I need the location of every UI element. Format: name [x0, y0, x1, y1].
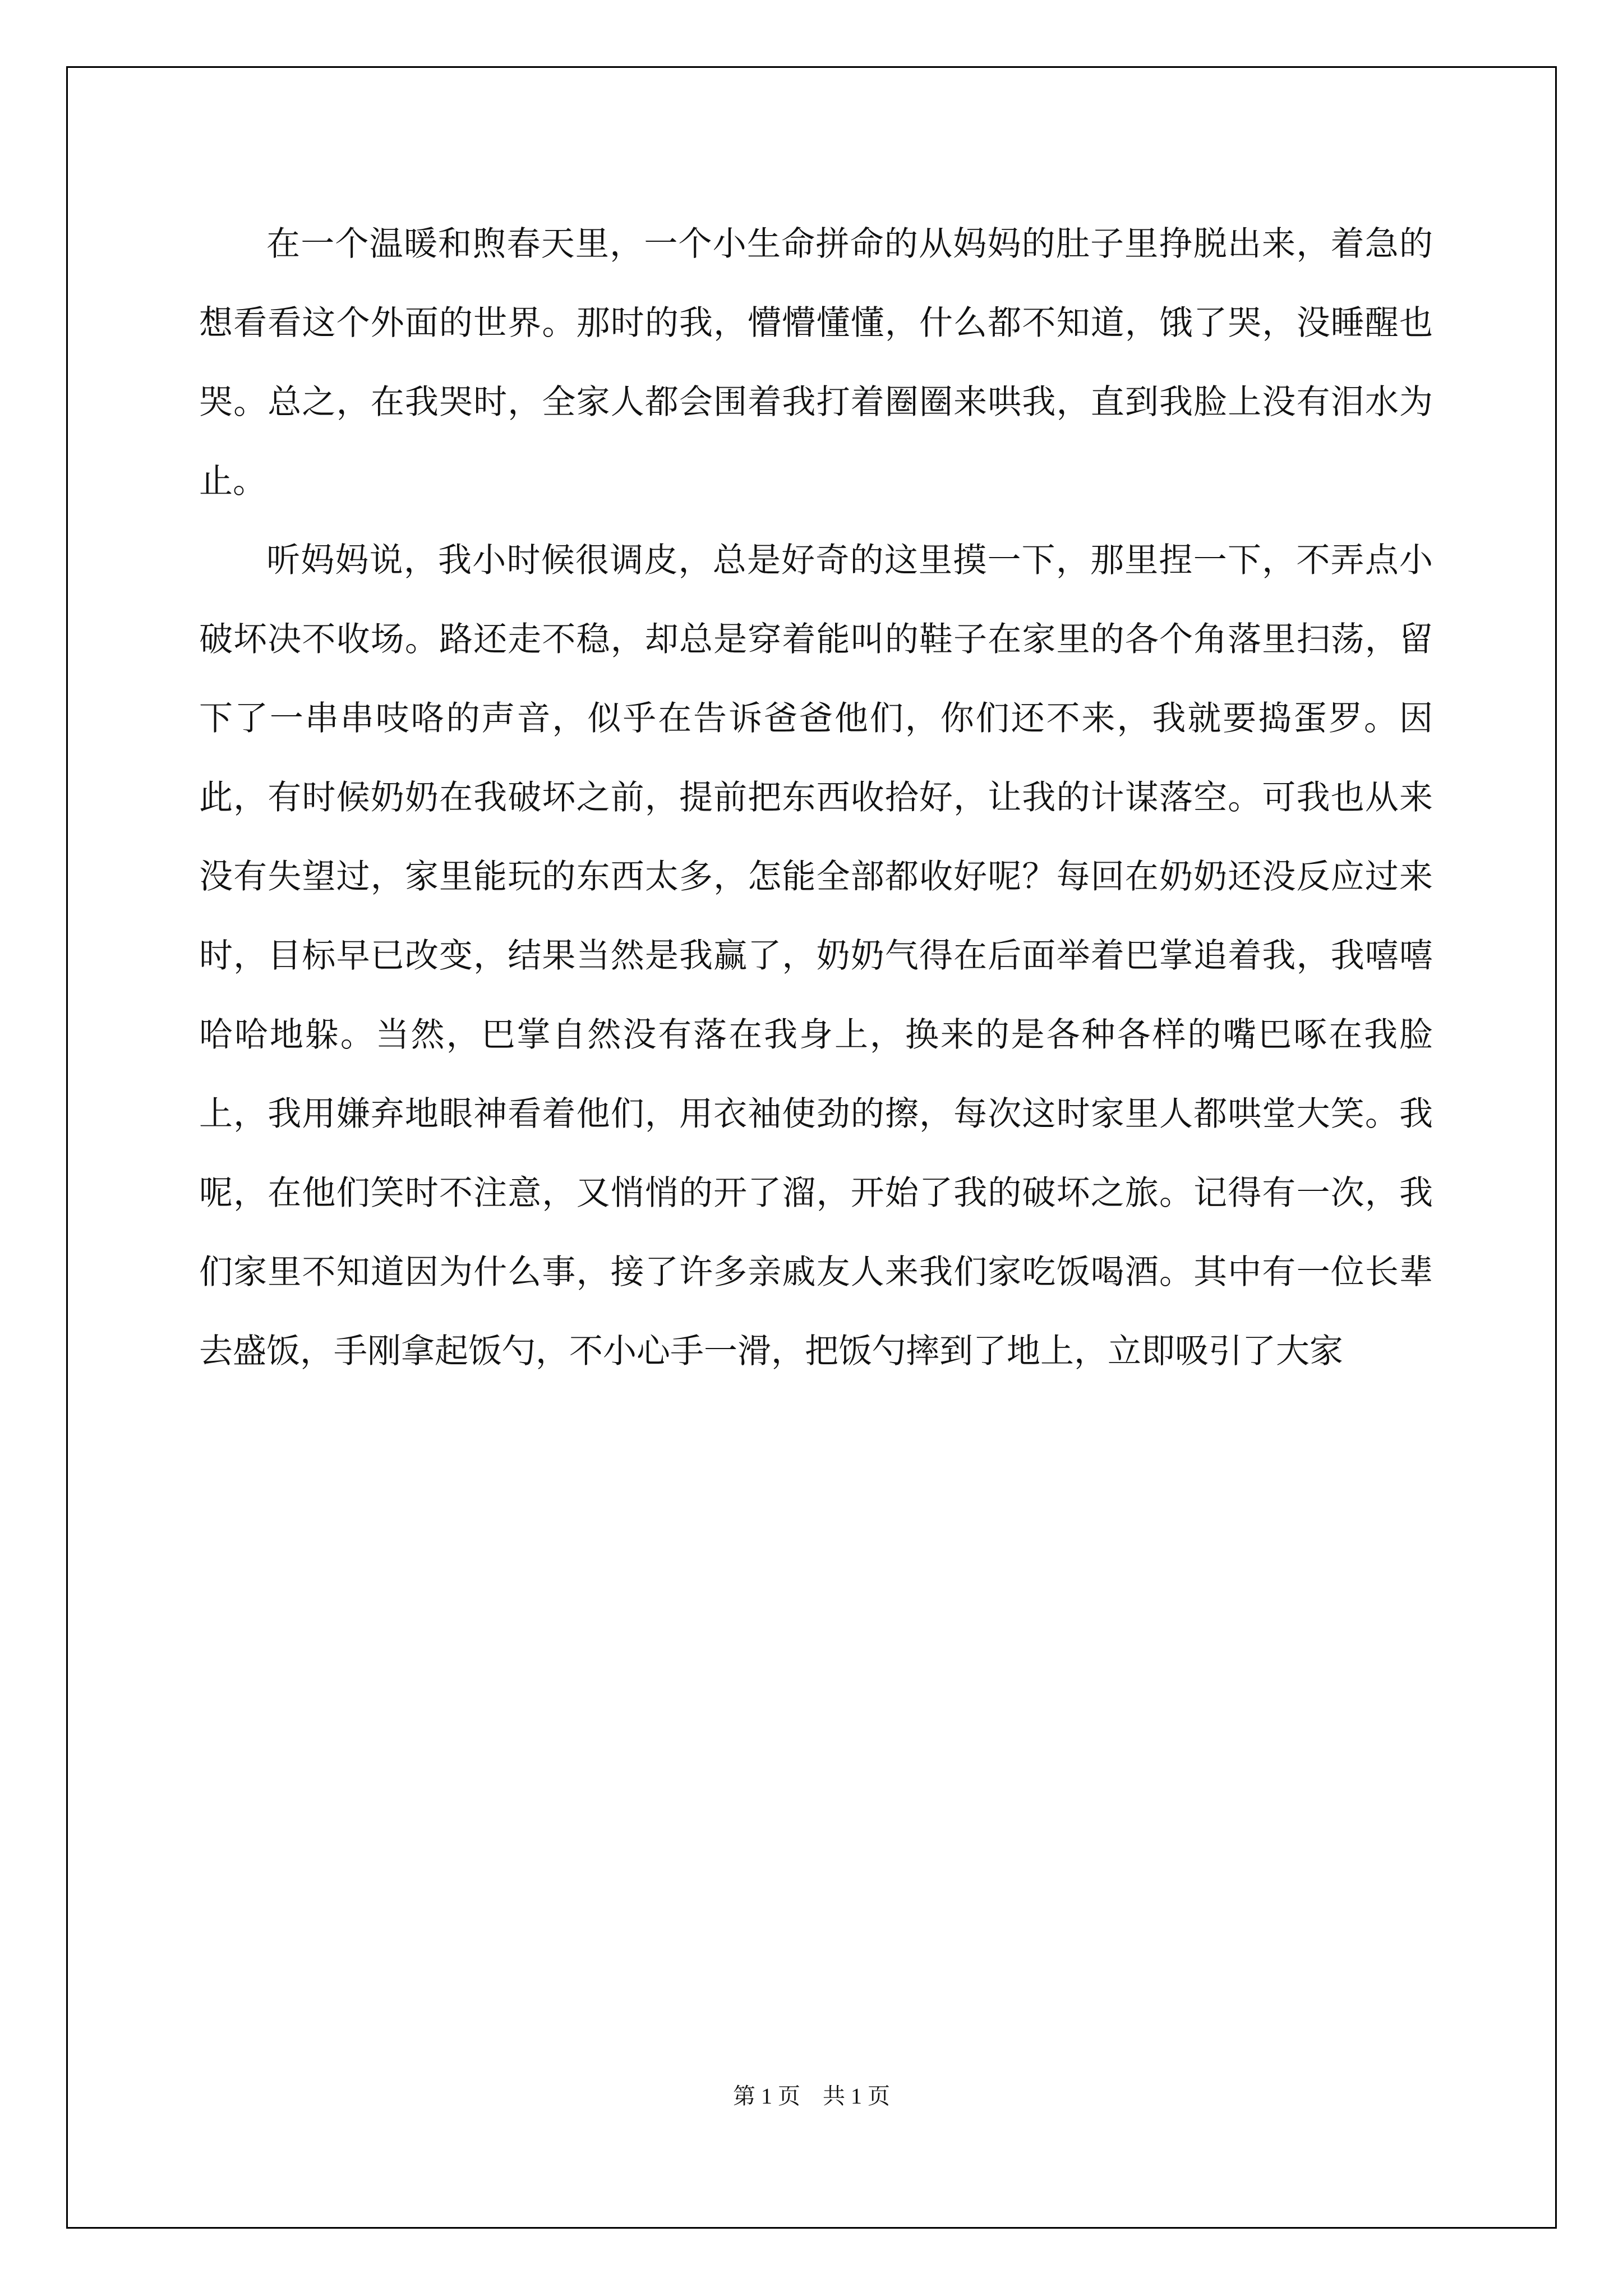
document-body — [199, 205, 1433, 1391]
paragraph-2: 听妈妈说，我小时候很调皮，总是好奇的这里摸一下，那里捏一下，不弄点小破坏决不收场。路还走不稳，却总是穿着能叫的鞋子在家里的各个角落里扫荡，留下了一串串吱咯的声音，似乎在告诉爸爸他们，你们还不来，我就要捣蛋罗。因此，有时候奶奶在我破坏之前，提前把东西收拾好，让我的计谋落空。可我也从来没有失望过，家里能玩的东西太多，怎能全部都收好呢？每回在奶奶还没反应过来时，目标早已改变，结果当然是我赢了，奶奶气得在后面举着巴掌追着我，我嘻嘻哈哈地躲。当然，巴掌自然没有落在我身上，换来的是各种各样的嘴巴啄在我脸上，我用嫌弃地眼神看着他们，用衣袖使劲的擦，每次这时家里人都哄堂大笑。我呢，在他们笑时不注意，又悄悄的开了溜，开始了我的破坏之旅。记得有一次，我们家里不知道因为什么事，接了许多亲戚友人来我们家吃饭喝酒。其中有一位长辈去盛饭，手刚拿起饭勺，不小心手一滑，把饭勺摔到了地上，立即吸引了大家 — [199, 541, 1433, 1371]
paragraph-1: 在一个温暖和煦春天里，一个小生命拼命的从妈妈的肚子里挣脱出来，着急的想看看这个外面的世界。那时的我，懵懵懂懂，什么都不知道，饿了哭，没睡醒也哭。总之，在我哭时，全家人都会围着我打着圈圈来哄我，直到我脸上没有泪水为止。 — [199, 224, 1433, 501]
page-footer: 第 1 页 共 1 页 — [733, 2083, 890, 2109]
